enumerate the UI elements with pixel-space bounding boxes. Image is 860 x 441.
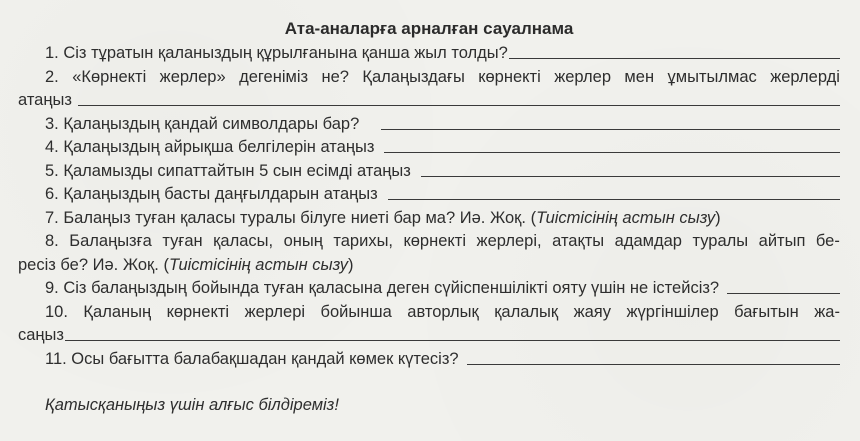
answer-line-11[interactable] [467,363,840,365]
q2-word: жерлерді [770,67,840,86]
question-5 [18,160,840,184]
question-8-line-2 [18,254,840,278]
q2-word: ұмытылмас [667,67,757,86]
question-10-text-cont: саңыз [18,326,64,344]
q8-word: атақты [552,232,605,250]
question-5-text: 5. Қаламызды сипаттайтын 5 сын есімді атаңыз [45,161,411,180]
question-3-text: 3. Қалаңыздың қандай символдары бар? [45,114,360,133]
question-8-text-cont [18,254,354,278]
question-7-text [45,207,721,231]
q8-word: бе- [815,232,840,250]
q2-word: дегеніміз [239,67,309,86]
q8-word: оның [283,232,323,250]
thanks-note: Қатысқаныңыз үшін алғыс білдіреміз! [45,396,339,414]
question-11-text: 11. Осы бағытта балабақшадан қандай көмек күтесіз? [45,349,459,368]
q8-word: туралы [692,232,749,250]
q2-word: «Көрнекті [72,67,147,86]
question-4-text: 4. Қалаңыздың айрықша белгілерін атаңыз [45,138,375,156]
q2-word: 2. [45,67,59,86]
question-2-line-1 [18,66,840,90]
question-7-close: ) [715,208,721,227]
q2-word: мен [624,67,655,86]
q2-word: не? [321,67,349,86]
question-1-text: 1. Сіз тұратын қаланыздың құрылғанына қанша жыл толды? [45,44,508,62]
answer-line-1[interactable] [509,57,840,59]
question-4 [18,136,840,160]
question-2-text-cont: атаңыз [18,91,72,109]
question-6-text: 6. Қалаңыздың басты даңғылдарын атаңыз [45,185,378,203]
q8-word: жерлері, [476,232,542,250]
q10-word: жерлері [244,302,306,321]
page-title: Ата-аналарға арналған сауалнама [284,19,574,38]
answer-line-10[interactable] [65,339,840,341]
q8-word: қаласы, [213,232,274,250]
q8-word: тарихы, [333,232,394,250]
question-9-text: 9. Сіз балаңыздың бойында туған қаласына деген сүйіспеншілікті ояту үшін не істейсіз? [45,279,720,297]
answer-line-5[interactable] [421,175,840,177]
q10-word: бағытын [734,302,799,321]
q10-word: бойынша [320,302,392,321]
q2-word: жерлер [554,67,611,86]
q10-word: көрнекті [166,302,230,321]
question-1 [18,42,840,66]
q8-word: айтып [758,232,806,250]
q10-word: авторлық [407,302,479,321]
q2-word: жерлер» [159,67,226,86]
q8-word: 8. [45,232,59,250]
answer-line-3[interactable] [381,128,840,130]
q8-word: Балаңызға [69,232,152,250]
answer-line-2[interactable] [78,104,840,106]
question-6 [18,183,840,207]
q2-word: Қалаңыздағы [362,67,465,86]
question-8-line-1 [18,230,840,254]
q8-word: туған [162,232,203,250]
answer-line-4[interactable] [384,151,840,153]
question-8-close: ) [348,255,354,274]
question-7 [18,207,840,231]
answer-line-9[interactable] [727,292,840,294]
question-7-body: 7. Балаңыз туған қаласы туралы білуге ниеті бар ма? Иә. Жоқ. ( [45,208,537,227]
q2-word: көрнекті [478,67,541,86]
question-10-line-1 [18,301,840,325]
q10-word: жүргіншілер [626,302,719,321]
q10-word: Қаланың [83,302,152,321]
question-10-line-2 [18,324,840,348]
q10-word: жаяу [573,302,611,321]
question-9 [18,277,840,301]
answer-line-6[interactable] [388,198,840,200]
question-7-hint: Тиістісінің астын сызу [536,208,716,227]
question-11 [18,348,840,372]
q8-word: адамдар [614,232,682,250]
question-3 [18,113,840,137]
question-8-body: ресіз бе? Иә. Жоқ. ( [18,255,169,274]
q10-word: қалалық [494,302,559,321]
question-2-line-2 [18,89,840,113]
q10-word: жа- [814,302,840,321]
q10-word: 10. [45,302,68,321]
q8-word: көрнекті [403,232,467,250]
question-8-hint: Тиістісінің астын сызу [168,255,349,274]
